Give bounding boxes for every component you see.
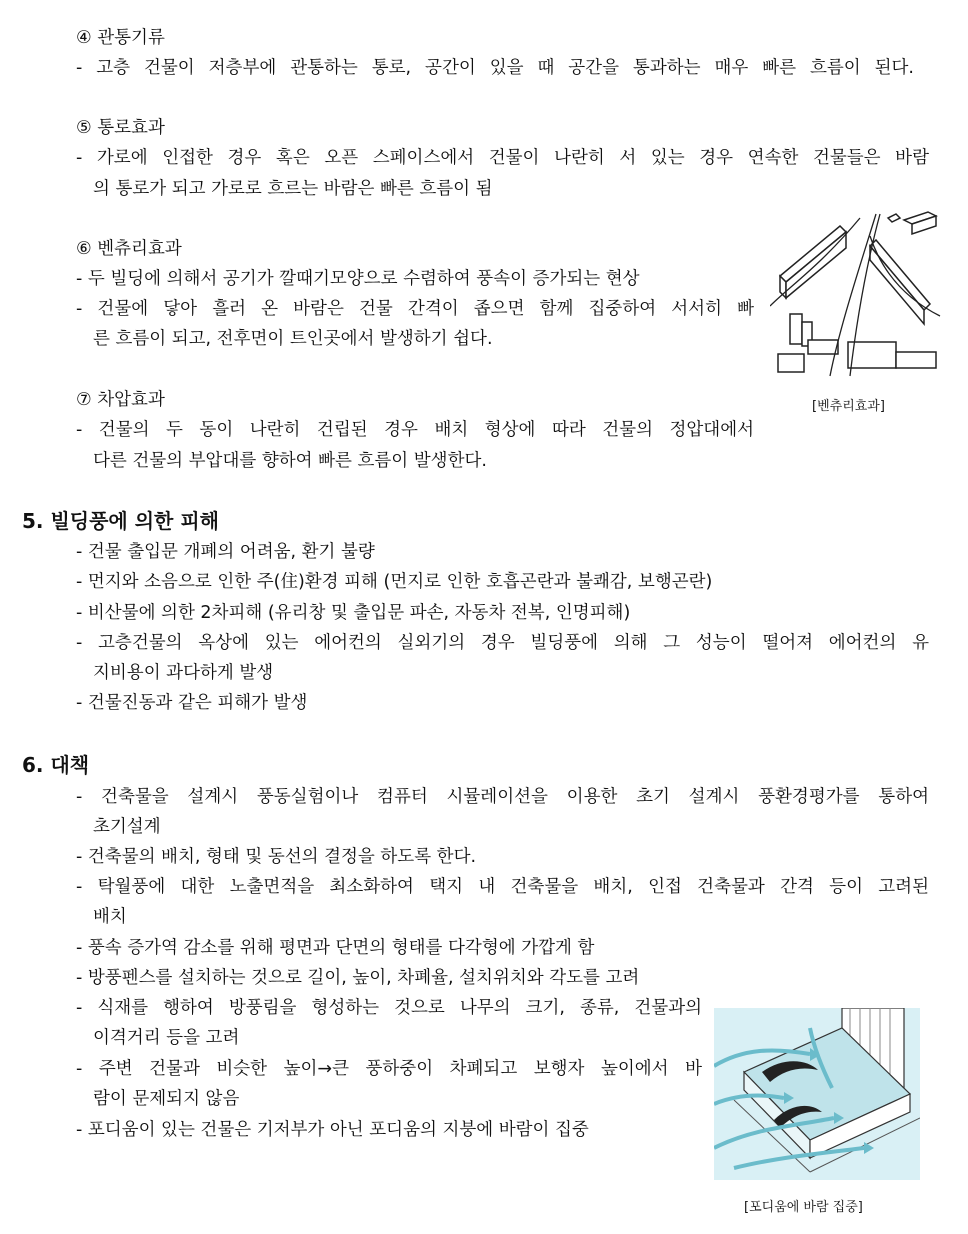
damage-item-4-line1: - 고층건물의 옥상에 있는 에어컨의 실외기의 경우 빌딩풍에 의해 그 성능이 떨어져 에어컨의 유 <box>76 633 929 653</box>
measure-item-1-line2: 초기설계 <box>93 817 161 837</box>
section-5-title: 5. 빌딩풍에 의한 피해 <box>22 509 219 533</box>
measure-item-7-line1: - 주변 건물과 비슷한 높이→큰 풍하중이 차폐되고 보행자 높이에서 바 <box>76 1059 702 1079</box>
measure-item-2: - 건축물의 배치, 형태 및 동선의 결정을 하도록 한다. <box>76 847 477 867</box>
item-venturi-2-line2: 른 흐름이 되고, 전후면이 트인곳에서 발생하기 쉽다. <box>93 329 493 349</box>
measure-item-5: - 방풍펜스를 설치하는 것으로 길이, 높이, 차폐율, 설치위치와 각도를 고려 <box>76 968 640 988</box>
heading-through-flow: ④ 관통기류 <box>76 28 165 48</box>
damage-item-4-line2: 지비용이 과다하게 발생 <box>93 663 274 683</box>
venturi-figure-caption: [벤츄리효과] <box>812 399 885 414</box>
measure-item-6-line1: - 식재를 행하여 방풍림을 형성하는 것으로 나무의 크기, 종류, 건물과의 <box>76 998 702 1018</box>
measure-item-1-line1: - 건축물을 설계시 풍동실험이나 컴퓨터 시뮬레이션을 이용한 초기 설계시 풍환경평가를 통하여 <box>76 787 929 807</box>
venturi-effect-figure <box>770 206 942 380</box>
item-venturi-2-line1: - 건물에 닿아 흘러 온 바람은 건물 간격이 좁으면 함께 집중하여 서서히 빠 <box>76 299 754 319</box>
damage-item-2: - 먼지와 소음으로 인한 주(住)환경 피해 (먼지로 인한 호흡곤란과 불쾌감, 보행곤란) <box>76 572 713 592</box>
heading-pressure-diff-effect: ⑦ 차압효과 <box>76 390 165 410</box>
damage-item-5: - 건물진동과 같은 피해가 발생 <box>76 693 308 713</box>
measure-item-7-line2: 람이 문제되지 않음 <box>93 1089 240 1109</box>
measure-item-3-line1: - 탁월풍에 대한 노출면적을 최소화하여 택지 내 건축물을 배치, 인접 건축물과 간격 등이 고려된 <box>76 877 929 897</box>
heading-channel-effect: ⑤ 통로효과 <box>76 118 165 138</box>
measure-item-3-line2: 배치 <box>93 907 127 927</box>
measure-item-6-line2: 이격거리 등을 고려 <box>93 1028 240 1048</box>
item-through-flow: - 고층 건물이 저층부에 관통하는 통로, 공간이 있을 때 공간을 통과하는 매우 빠른 흐름이 된다. <box>76 58 914 78</box>
item-channel-effect-line1: - 가로에 인접한 경우 혹은 오픈 스페이스에서 건물이 나란히 서 있는 경우 연속한 건물들은 바람 <box>76 148 929 168</box>
podium-figure-caption: [포디움에 바람 집중] <box>744 1200 863 1215</box>
damage-item-1: - 건물 출입문 개폐의 어려움, 환기 불량 <box>76 542 375 562</box>
measure-item-4: - 풍속 증가역 감소를 위해 평면과 단면의 형태를 다각형에 가깝게 함 <box>76 938 595 958</box>
item-pressure-diff-line2: 다른 건물의 부압대를 향하여 빠른 흐름이 발생한다. <box>93 451 487 471</box>
item-channel-effect-line2: 의 통로가 되고 가로로 흐르는 바람은 빠른 흐름이 됨 <box>93 179 493 199</box>
measure-item-8: - 포디움이 있는 건물은 기저부가 아닌 포디움의 지붕에 바람이 집중 <box>76 1120 589 1140</box>
podium-figure <box>714 1008 920 1180</box>
section-6-title: 6. 대책 <box>22 753 90 777</box>
heading-venturi-effect: ⑥ 벤츄리효과 <box>76 239 182 259</box>
damage-item-3: - 비산물에 의한 2차피해 (유리창 및 출입문 파손, 자동차 전복, 인명피해) <box>76 603 631 623</box>
item-pressure-diff-line1: - 건물의 두 동이 나란히 건립된 경우 배치 형상에 따라 건물의 정압대에서 <box>76 420 754 440</box>
item-venturi-1: - 두 빌딩에 의해서 공기가 깔때기모양으로 수렴하여 풍속이 증가되는 현상 <box>76 269 640 289</box>
